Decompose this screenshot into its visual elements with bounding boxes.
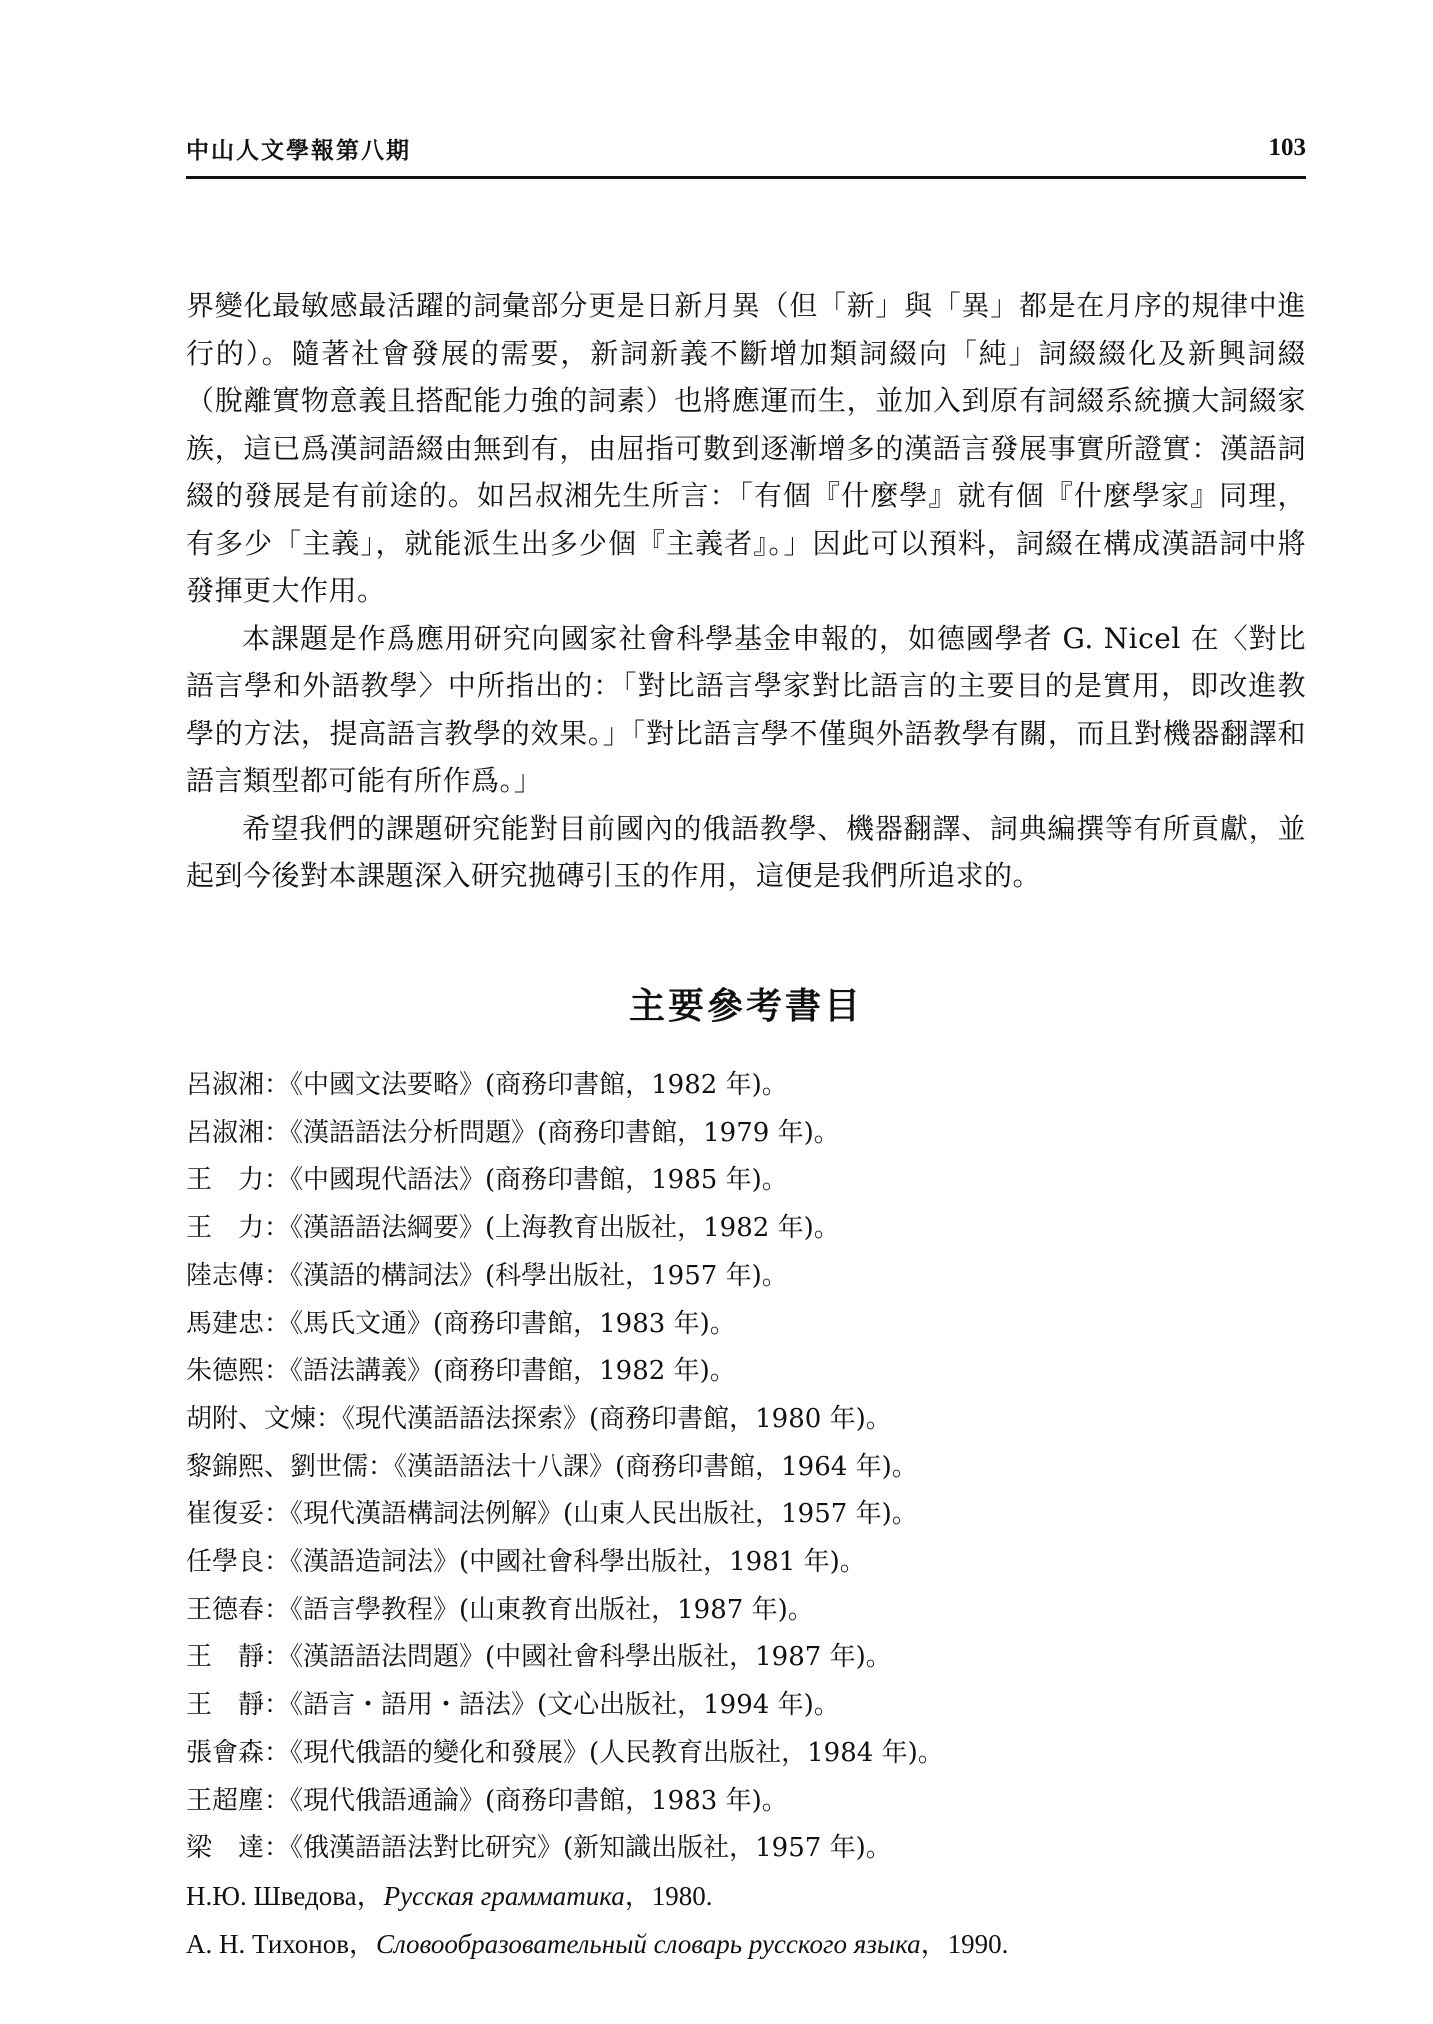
reference-author: Н.Ю. Шведова，: [186, 1880, 384, 1911]
reference-item-russian: [186, 1873, 1306, 1921]
reference-list: [186, 1062, 1306, 1968]
reference-author: А. Н. Тихонов，: [186, 1928, 376, 1959]
reference-year: ，1990.: [920, 1928, 1009, 1959]
reference-item: 王超塵：《現代俄語通論》(商務印書館，1983 年)。: [186, 1785, 788, 1816]
reference-item: 崔復妥：《現代漢語構詞法例解》(山東人民出版社，1957 年)。: [186, 1499, 918, 1530]
reference-item: 梁 達：《俄漢語語法對比研究》(新知識出版社，1957 年)。: [186, 1833, 892, 1864]
paragraph: 希望我們的課題研究能對目前國內的俄語教學、機器翻譯、詞典編撰等有所貢獻，並起到今後對本課題深入研究拋磚引玉的作用，這便是我們所追求的。: [186, 811, 1306, 892]
paragraph: 本課題是作爲應用研究向國家社會科學基金申報的，如德國學者 G. Nicel 在〈對比語言學和外語教學〉中所指出的：「對比語言學家對比語言的主要目的是實用，即改進教學的方法，提高語言教學的效果。」「對比語言學不僅與外語教學有關，而且對機器翻譯和語言類型都可能有所作爲。」: [186, 621, 1306, 797]
paragraph: 界變化最敏感最活躍的詞彙部分更是日新月異（但「新」與「異」都是在月序的規律中進行的）。隨著社會發展的需要，新詞新義不斷增加類詞綴向「純」詞綴綴化及新興詞綴（脫離實物意義且搭配能力強的詞素）也將應運而生，並加入到原有詞綴系統擴大詞綴家族，這已爲漢詞語綴由無到有，由屈指可數到逐漸增多的漢語言發展事實所證實：漢語詞綴的發展是有前途的。如呂叔湘先生所言：「有個『什麼學』就有個『什麼學家』同理，有多少「主義」，就能派生出多少個『主義者』。」因此可以預料，詞綴在構成漢語詞中將發揮更大作用。: [186, 289, 1306, 607]
references-heading: 主要參考書目: [628, 986, 863, 1027]
journal-title: 中山人文學報第八期: [186, 138, 411, 164]
reference-item: 胡附、文煉：《現代漢語語法探索》(商務印書館，1980 年)。: [186, 1403, 892, 1434]
running-header: [186, 126, 1306, 179]
reference-item: 王 力：《中國現代語法》(商務印書館，1985 年)。: [186, 1165, 788, 1196]
reference-item: 王 靜：《漢語語法問題》(中國社會科學出版社，1987 年)。: [186, 1642, 892, 1673]
reference-item: 呂淑湘：《漢語語法分析問題》(商務印書館，1979 年)。: [186, 1117, 840, 1148]
reference-item: 王 靜：《語言・語用・語法》(文心出版社，1994 年)。: [186, 1690, 840, 1721]
reference-book-title: Русская грамматика: [383, 1880, 625, 1911]
reference-book-title: Словообразовательный словарь русского языка: [375, 1928, 921, 1959]
reference-item: 任學良：《漢語造詞法》(中國社會科學出版社，1981 年)。: [186, 1547, 866, 1578]
reference-item: 馬建忠：《馬氏文通》(商務印書館，1983 年)。: [186, 1308, 736, 1339]
body-text: [186, 282, 1306, 900]
reference-item: 王 力：《漢語語法綱要》(上海教育出版社，1982 年)。: [186, 1213, 840, 1244]
reference-item: 陸志傳：《漢語的構詞法》(科學出版社，1957 年)。: [186, 1260, 788, 1291]
reference-item-russian: [186, 1921, 1306, 1969]
reference-item: 朱德熙：《語法講義》(商務印書館，1982 年)。: [186, 1356, 736, 1387]
reference-item: 王德春：《語言學教程》(山東教育出版社，1987 年)。: [186, 1594, 814, 1625]
reference-year: ，1980.: [624, 1880, 713, 1911]
reference-item: 黎錦熙、劉世儒：《漢語語法十八課》(商務印書館，1964 年)。: [186, 1451, 918, 1482]
reference-item: 呂淑湘：《中國文法要略》(商務印書館，1982 年)。: [186, 1070, 788, 1100]
reference-item: 張會森：《現代俄語的變化和發展》(人民教育出版社，1984 年)。: [186, 1737, 944, 1768]
page-number: 103: [1268, 134, 1306, 161]
